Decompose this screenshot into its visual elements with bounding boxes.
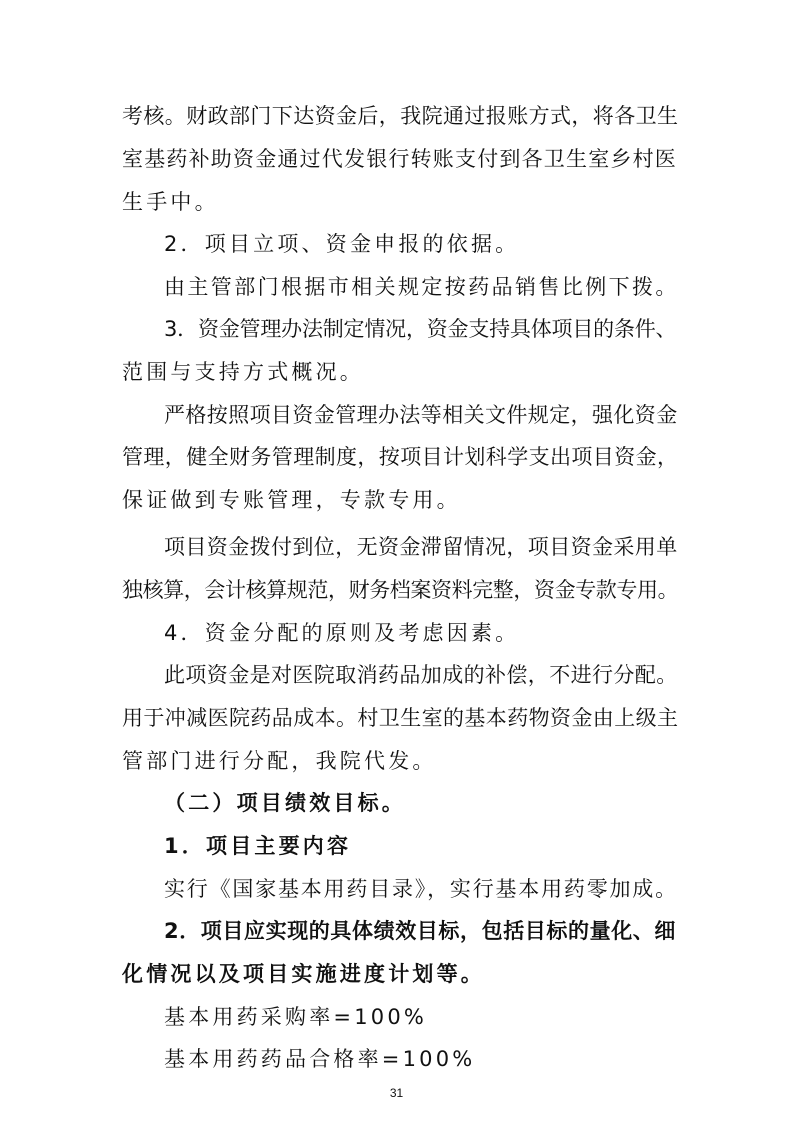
section-heading-3: 3．资金管理办法制定情况，资金支持具体项目的条件、 <box>164 317 677 341</box>
body-line-2: 室基药补助资金通过代发银行转账支付到各卫生室乡村医 <box>122 147 677 171</box>
body-line-8: 严格按照项目资金管理办法等相关文件规定，强化资金 <box>164 403 678 427</box>
subsection-heading: （二）项目绩效目标。 <box>164 791 406 815</box>
body-line-7: 范围与支持方式概况。 <box>122 360 364 384</box>
body-line-9: 管理，健全财务管理制度，按项目计划科学支出项目资金， <box>122 445 679 469</box>
metric-line-2: 基本用药药品合格率=100% <box>164 1047 476 1071</box>
section-heading-2: 2．项目立项、资金申报的依据。 <box>164 232 520 256</box>
page-number: 31 <box>389 1086 404 1100</box>
body-line-16: 管部门进行分配，我院代发。 <box>122 749 437 773</box>
body-line-1: 考核。财政部门下达资金后，我院通过报账方式，将各卫生 <box>122 104 679 128</box>
body-line-19: 实行《国家基本用药目录》，实行基本用药零加成。 <box>164 877 678 901</box>
body-line-11: 项目资金拨付到位，无资金滞留情况，项目资金采用单 <box>164 535 678 559</box>
body-line-3: 生手中。 <box>122 190 219 214</box>
item-heading-2: 2．项目应实现的具体绩效目标，包括目标的量化、细 <box>164 919 677 943</box>
metric-line-1: 基本用药采购率=100% <box>164 1005 428 1029</box>
body-line-15: 用于冲减医院药品成本。村卫生室的基本药物资金由上级主 <box>122 706 679 730</box>
item-heading-2-cont: 化情况以及项目实施进度计划等。 <box>122 962 485 986</box>
item-heading-1: 1．项目主要内容 <box>164 834 352 858</box>
body-line-10: 保证做到专账管理，专款专用。 <box>122 488 461 512</box>
body-line-12: 独核算，会计核算规范，财务档案资料完整，资金专款专用。 <box>122 578 679 602</box>
body-line-5: 由主管部门根据市相关规定按药品销售比例下拨。 <box>164 275 679 299</box>
body-line-14: 此项资金是对医院取消药品加成的补偿，不进行分配。 <box>164 663 678 687</box>
section-heading-4: 4．资金分配的原则及考虑因素。 <box>164 621 520 645</box>
